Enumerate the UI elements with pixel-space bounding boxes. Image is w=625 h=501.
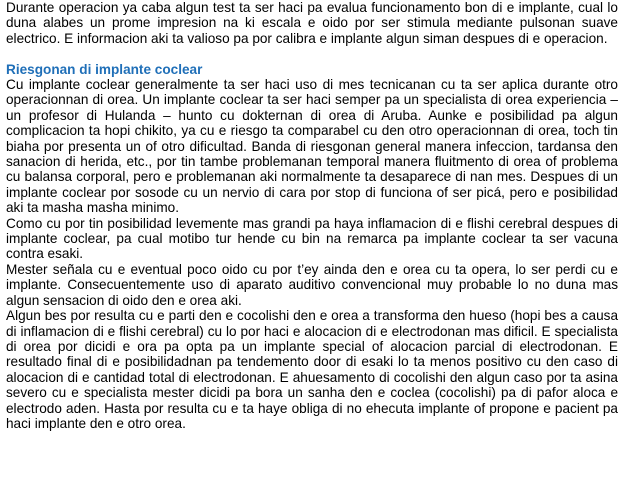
document-page xyxy=(6,0,618,431)
risk-paragraph-1: Cu implante coclear generalmente ta ser haci uso di mes tecnicanan cu ta ser aplica durante otro operacionnan di orea. Un implante coclear ta ser haci semper pa un specialista di orea experiencia – un profesor di Hulanda – hunto cu dokternan di orea di Aruba. Aunke e posibilidad pa algun complicacion ta hopi chikito, ya cu e riesgo ta comparabel cu den otro operacionnan di orea, toch tin biaha por presenta un of otro dificultad. Banda di riesgonan general manera infeccion, tardansa den sanacion di herida, etc., por tin tambe problemanan temporal manera fluitmento di orea of problema cu balansa corporal, pero e problemanan aki normalmente ta desaparece di nan mes. Despues di un implante coclear por sosode cu un nervio di cara por stop di funciona of ser picá, pero e posibilidad aki ta masha masha minimo. xyxy=(6,77,618,216)
risk-paragraph-2: Como cu por tin posibilidad levemente mas grandi pa haya inflamacion di e flishi cerebral despues di implante coclear, pa cual motibo tur hende cu bin na remarca pa implante coclear ta ser vacuna contra esaki. xyxy=(6,215,618,262)
section-heading: Riesgonan di implante coclear xyxy=(6,61,203,77)
intro-paragraph: Durante operacion ya caba algun test ta ser haci pa evalua funcionamento bon di e implante, cual lo duna alabes un prome impresion na ki escala e oido por ser stimula mediante pulsonan suave electrico. E informacion aki ta valioso pa por calibra e implante algun siman despues di e operacion. xyxy=(6,0,618,46)
risk-paragraph-3: Mester señala cu e eventual poco oido cu por t’ey ainda den e orea cu ta opera, lo ser perdi cu e implante. Consecuentemente uso di aparato auditivo convencional muy probable lo no duna mas algun sensacion di oido den e orea aki. xyxy=(6,261,618,308)
risk-paragraph-4: Algun bes por resulta cu e parti den e cocolishi den e orea a transforma den hueso (hopi bes a causa di inflamacion di e flishi cerebral) cu lo por haci e alocacion di e electrodonan mas dificil. E specialista di orea por dicidi e ora pa opta pa un implante special of alocacion parcial di electrodonan. E resultado final di e posibilidadnan pa tendemento door di esaki lo ta menos positivo cu den caso di alocacion di e cantidad total di electrodonan. E ahuesamento di cocolishi den algun caso por ta asina severo cu e specialista mester dicidi pa bora un sanha den e coclea (cocolishi) pa di pafor aloca e electrodo aden. Hasta por resulta cu e ta haye obliga di no ehecuta implante of propone e pacient pa haci implante den e otro orea. xyxy=(6,308,618,431)
